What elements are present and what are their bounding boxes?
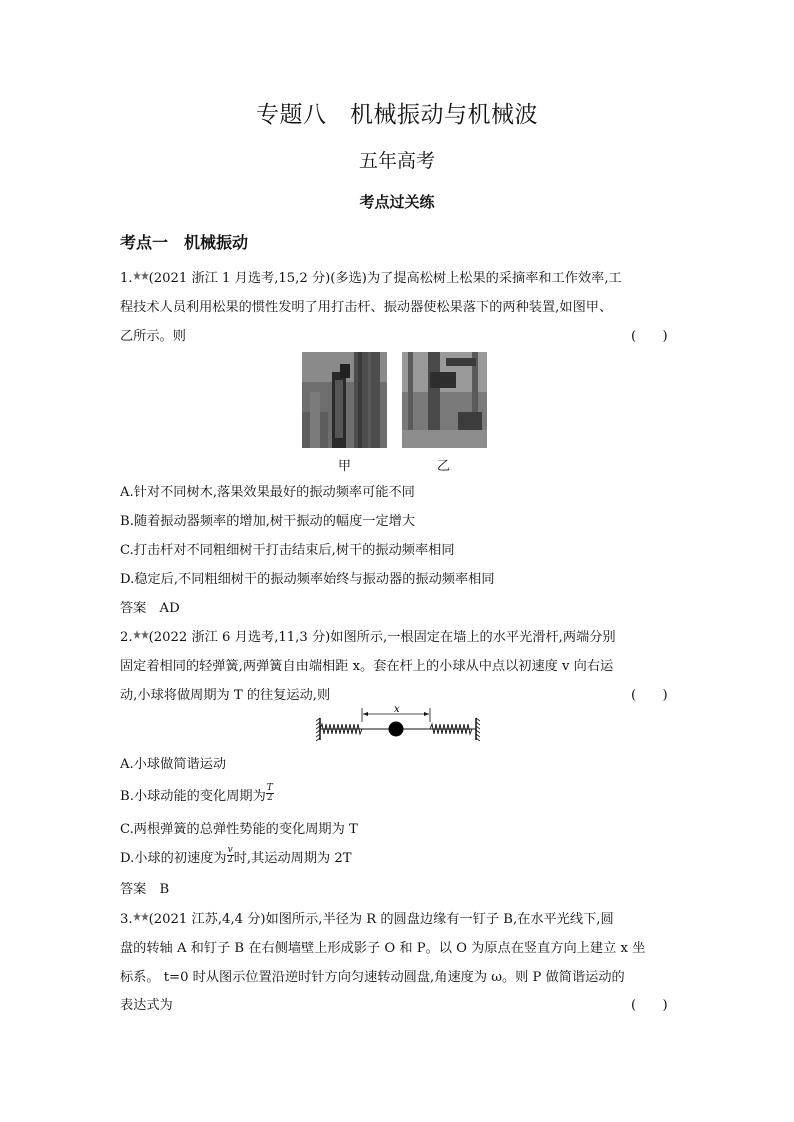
fraction-v-over-2 xyxy=(227,846,234,865)
question-2-text-1: (2022 浙江 6 月选考,11,3 分)如图所示,一根固定在墙上的水平光滑杆,两端分别 xyxy=(148,630,616,645)
question-1-number: 1. xyxy=(120,271,133,286)
question-3-answer-blank: ( ) xyxy=(631,998,668,1013)
section-title: 考点一 机械振动 xyxy=(120,233,249,252)
question-1-line-3: 乙所示。则 xyxy=(120,329,186,344)
question-2-number: 2. xyxy=(120,630,133,645)
question-2-answer-blank: ( ) xyxy=(631,688,668,703)
question-2-option-d xyxy=(120,847,352,868)
dimension-x-label: x xyxy=(394,704,400,715)
question-1-answer-blank: ( ) xyxy=(631,329,668,344)
question-3-text-1: (2021 江苏,4,4 分)如图所示,半径为 R 的圆盘边缘有一钉子 B,在水平光线下,圆 xyxy=(148,912,614,927)
question-2-line-2: 固定着相同的轻弹簧,两弹簧自由端相距 x。套在杆上的小球从中点以初速度 v 向右运 xyxy=(120,659,614,674)
fraction-denominator: 2 xyxy=(227,855,234,865)
question-1-text-1: (2021 浙江 1 月选考,15,2 分)(多选)为了提高松树上松果的采摘率和工作效率,工 xyxy=(148,271,622,286)
photo-tree-shaker xyxy=(402,352,487,448)
page-subtitle: 五年高考 xyxy=(358,150,435,172)
question-3-line-4: 表达式为 xyxy=(120,998,173,1013)
question-1-option-b: B.随着振动器频率的增加,树干振动的幅度一定增大 xyxy=(120,514,416,529)
question-2-line-3: 动,小球将做周期为 T 的往复运动,则 xyxy=(120,688,331,703)
fraction-numerator: T xyxy=(266,783,273,793)
fraction-t-over-2 xyxy=(266,784,274,803)
fraction-numerator: v xyxy=(227,845,233,855)
question-3-line-2: 盘的转轴 A 和钉子 B 在右侧墙壁上形成影子 O 和 P。以 O 为原点在竖直方向上建立 x 坐 xyxy=(120,941,646,956)
question-1-option-c: C.打击杆对不同粗细树干打击结束后,树干的振动频率相同 xyxy=(120,543,455,558)
page-title: 专题八 机械振动与机械波 xyxy=(256,102,538,128)
question-2-option-a: A.小球做简谐运动 xyxy=(120,757,227,772)
figure-caption-jia: 甲 xyxy=(338,459,352,474)
difficulty-stars-icon xyxy=(133,630,149,640)
question-3-number: 3. xyxy=(120,912,133,927)
spring-rod-diagram xyxy=(316,702,480,742)
question-3-line-3: 标系。 t=0 时从图示位置沿逆时针方向匀速转动圆盘,角速度为 ω。则 P 做简谐运动的 xyxy=(120,970,625,985)
question-2-option-d-text: D.小球的初速度为 xyxy=(120,851,227,866)
fraction-denominator: 2 xyxy=(266,793,273,803)
question-2-option-d-suffix: 时,其运动周期为 2T xyxy=(233,851,352,866)
question-2-line-1 xyxy=(120,626,616,645)
section-group-title: 考点过关练 xyxy=(359,193,435,211)
question-1-option-d: D.稳定后,不同粗细树干的振动频率始终与振动器的振动频率相同 xyxy=(120,572,495,587)
question-2-option-c: C.两根弹簧的总弹性势能的变化周期为 T xyxy=(120,822,358,837)
question-2-option-b xyxy=(120,785,274,806)
question-1-option-a: A.针对不同树木,落果效果最好的振动频率可能不同 xyxy=(120,485,415,500)
difficulty-stars-icon xyxy=(133,271,149,281)
question-1-answer: 答案 AD xyxy=(120,601,180,616)
question-2-option-b-text: B.小球动能的变化周期为 xyxy=(120,789,266,804)
question-1-line-2: 程技术人员利用松果的惯性发明了用打击杆、振动器使松果落下的两种装置,如图甲、 xyxy=(120,300,613,315)
difficulty-stars-icon xyxy=(133,912,149,922)
question-1-line-1 xyxy=(120,267,622,286)
question-3-line-1 xyxy=(120,908,614,927)
question-2-answer: 答案 B xyxy=(120,882,170,897)
figure-caption-yi: 乙 xyxy=(437,459,451,474)
photo-striker-rod xyxy=(302,352,387,448)
